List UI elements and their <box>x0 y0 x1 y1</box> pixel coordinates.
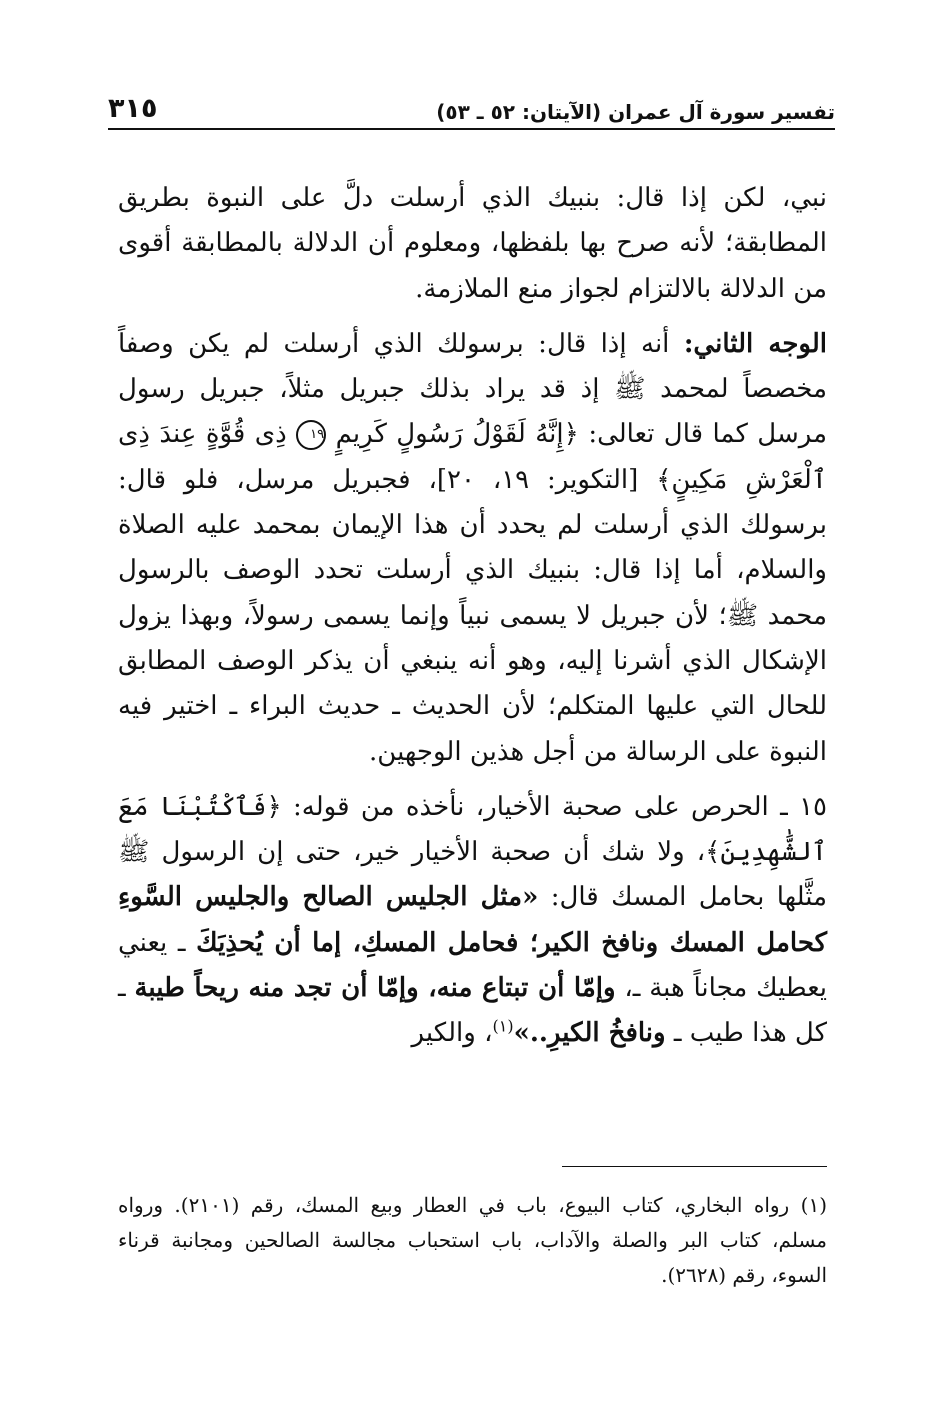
second-aspect-heading: الوجه الثاني: <box>683 328 828 359</box>
paragraph-3-text-b: ، ولا شك أن صحبة الأخيار خير، حتى إن الرسول ﷺ مثَّلها بحامل المسك قال: <box>118 837 827 913</box>
paragraph-1: نبي، لكن إذا قال: بنبيك الذي أرسلت دلَّ على النبوة بطريق المطابقة؛ لأنه صرح بها بلفظها، ومعلوم أن الدلالة بالمطابقة أقوى من الدلالة بالالتزام لجواز منع الملازمة. <box>118 183 827 304</box>
gloss-1: ـ يعني يعطيك مجاناً هبة ـ، <box>118 927 827 1004</box>
paragraph-3 <box>118 785 827 1057</box>
paragraph-2 <box>118 322 827 775</box>
hadith-text-1: «مثل الجليس الصالح والجليس السَّوءِ كحامل المسك ونافخ الكير؛ فحامل المسكِ، إما أن يُحذِيَكَ <box>118 882 827 958</box>
quran-verse: ﴿فَٱكْتُبْنَا مَعَ ٱلشَّٰهِدِينَ﴾ <box>118 791 827 868</box>
hadith-text-3: ونافخُ الكيرِ..» <box>513 1018 666 1049</box>
hadith-text-2: وإمّا أن تبتاع منه، وإمّا أن تجد منه ريحاً طيبة <box>134 973 616 1004</box>
main-text <box>118 176 827 1057</box>
footnote-1: (١) رواه البخاري، كتاب البيوع، باب في العطار وبيع المسك، رقم (٢١٠١). ورواه مسلم، كتاب البر والصلة والآداب، باب استحباب مجالسة الصالحين ومجانبة قرناء السوء، رقم (٢٦٢٨). <box>118 1193 827 1287</box>
ayah-number-marker: ١٩ <box>296 420 326 450</box>
page-number: ٣١٥ <box>108 93 158 124</box>
quran-verse-part-1: ﴿إِنَّهُ لَقَوْلُ رَسُولٍ كَرِيمٍ <box>335 419 579 450</box>
paragraph-3-text-c: ، والكير <box>411 1018 493 1049</box>
page-header <box>108 88 835 130</box>
quran-verse-part-2: ذِى قُوَّةٍ عِندَ ذِى ٱلْعَرْشِ مَكِينٍ﴾ <box>118 419 828 495</box>
paragraph-2-text-a: أنه إذا قال: برسولك الذي أرسلت لم يكن وصفاً مخصصاً لمحمد ﷺ إذ قد يراد بذلك جبريل مثلاً، جبريل رسول مرسل كما قال تعالى: <box>118 328 828 450</box>
paragraph-2-text-b: [التكوير: ١٩، ٢٠]، فجبريل مرسل، فلو قال: برسولك الذي أرسلت لم يحدد أن هذا الإيمان بمحمد عليه الصلاة والسلام، أما إذا قال: بنبيك الذي أرسلت تحدد الوصف بالرسول محمد ﷺ؛ لأن جبريل لا يسمى نبياً وإنما يسمى رسولاً، وبهذا يزول الإشكال الذي أشرنا إليه، وهو أنه ينبغي أن يذكر الوصف المطابق للحال التي عليها المتكلم؛ لأن الحديث ـ حديث البراء ـ اختير فيه النبوة على الرسالة من أجل هذين الوجهين. <box>118 464 827 767</box>
footnote-reference: (١) <box>492 1016 514 1036</box>
footnote-separator <box>562 1166 827 1167</box>
running-title: تفسير سورة آل عمران (الآيتان: ٥٢ ـ ٥٣) <box>436 100 835 124</box>
paragraph-3-text-a: ١٥ ـ الحرص على صحبة الأخيار، نأخذه من قوله: <box>281 791 827 822</box>
gloss-2: ـ كل هذا طيب ـ <box>118 973 827 1049</box>
